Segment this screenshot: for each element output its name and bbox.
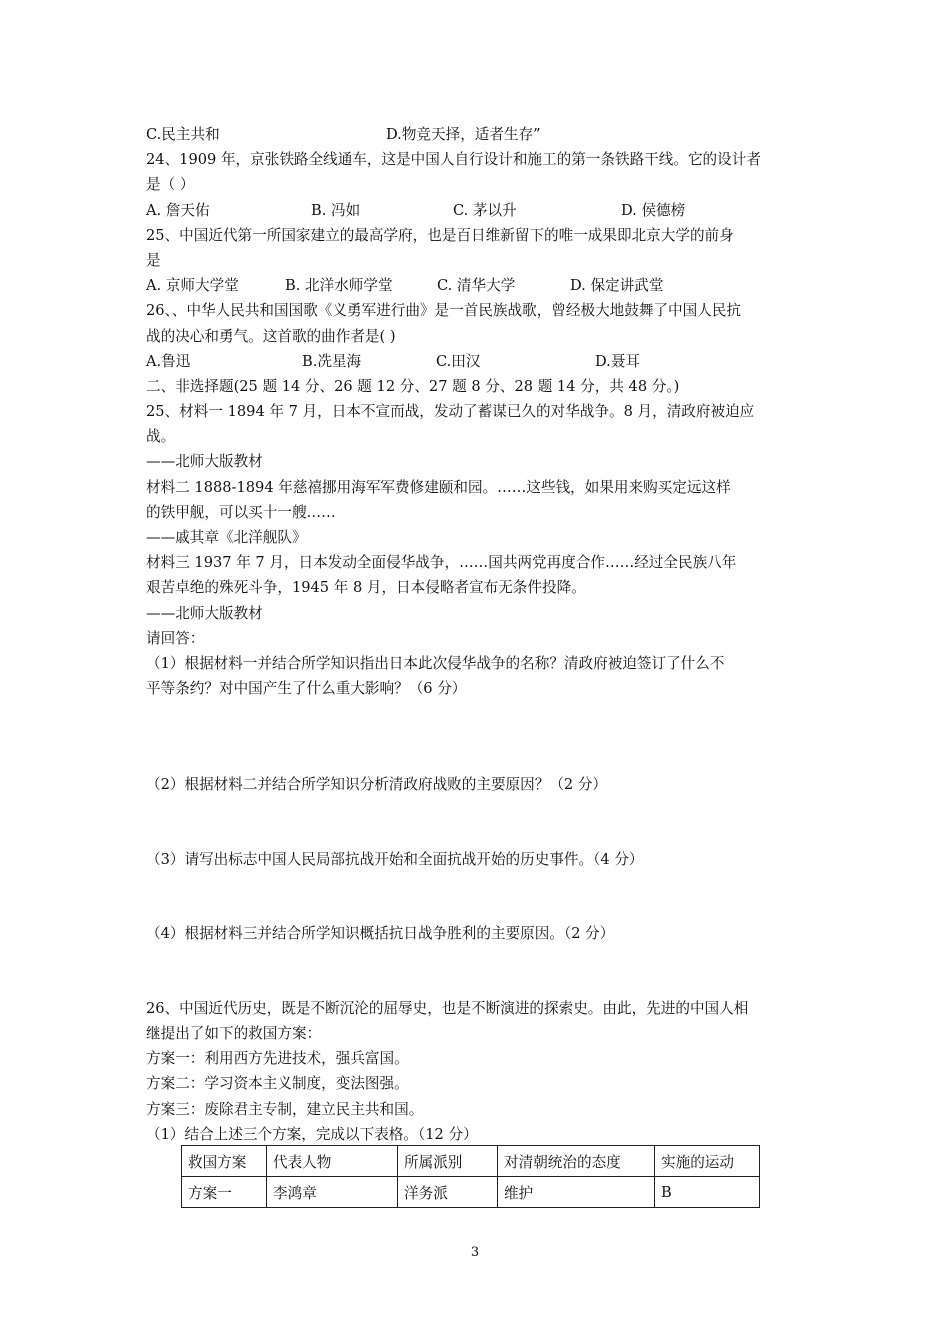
q24-stem: 24、1909 年，京张铁路全线通车，这是中国人自行设计和施工的第一条铁路干线。它的设计者	[146, 151, 761, 169]
table-cell: 李鸿章	[267, 1177, 398, 1208]
table-cell: 维护	[498, 1177, 655, 1208]
plan-table	[181, 1145, 760, 1208]
page-number: 3	[470, 1245, 480, 1260]
option-b: B. 北洋水师学堂	[285, 277, 393, 295]
answer-space	[146, 872, 826, 921]
option-d: D.聂耳	[595, 352, 641, 370]
q26-options	[146, 349, 826, 374]
option-a: A. 詹天佑	[146, 201, 210, 219]
q26-stem: 26、、中华人民共和国国歌《义勇军进行曲》是一首民族战歌，曾经极大地鼓舞了中国人民抗	[146, 302, 742, 320]
answer-space	[146, 701, 826, 772]
option-d: D. 保定讲武堂	[570, 277, 664, 295]
table-row	[182, 1177, 760, 1208]
option-b: B.冼星海	[302, 352, 362, 370]
option-a: A. 京师大学堂	[146, 277, 239, 295]
material-2-source: ——戚其章《北洋舰队》	[146, 529, 307, 546]
table-cell: B	[655, 1177, 760, 1208]
exam-page	[146, 122, 826, 1147]
plan-1: 方案一：利用西方先进技术，强兵富国。	[146, 1050, 409, 1068]
answer-prompt: 请回答：	[146, 629, 205, 647]
table-header: 实施的运动	[655, 1146, 760, 1177]
material-3-source: ——北师大版教材	[146, 604, 263, 622]
section-heading: 二、非选择题(25 题 14 分、26 题 12 分、27 题 8 分、28 题 14 分，共 48 分。)	[146, 377, 680, 395]
material-1: 25、材料一 1894 年 7 月，日本不宣而战，发动了蓄谋已久的对华战争。8 月，清政府被迫应	[146, 403, 755, 421]
table-header-row	[182, 1146, 760, 1177]
q25-options	[146, 273, 826, 298]
sub-question-2: （2）根据材料二并结合所学知识分析清政府战败的主要原因？（2 分）	[146, 776, 608, 794]
option-c: C.田汉	[436, 352, 481, 370]
plan-2: 方案二：学习资本主义制度，变法图强。	[146, 1075, 409, 1093]
table-header: 对清朝统治的态度	[498, 1146, 655, 1177]
option-c: C.民主共和	[146, 126, 220, 143]
material-2-cont: 的铁甲舰，可以买十一艘……	[146, 503, 336, 521]
table-header: 代表人物	[267, 1146, 398, 1177]
q25-stem: 25、中国近代第一所国家建立的最高学府，也是百日维新留下的唯一成果即北京大学的前身	[146, 226, 734, 244]
answer-space	[146, 946, 826, 996]
sub-question-1-cont: 平等条约？对中国产生了什么重大影响？（6 分）	[146, 680, 467, 698]
option-c: C. 清华大学	[437, 277, 516, 295]
q24-stem-cont: 是（ ）	[146, 176, 195, 194]
material-1-cont: 战。	[146, 428, 176, 446]
option-d: D.物竞天择，适者生存”	[386, 126, 541, 143]
q24-options	[146, 198, 826, 223]
sub-question-1: （1）根据材料一并结合所学知识指出日本此次侵华战争的名称？清政府被迫签订了什么不	[146, 654, 725, 672]
option-a: A.鲁迅	[146, 352, 191, 370]
q26-stem-cont: 战的决心和勇气。这首歌的曲作者是( )	[146, 327, 396, 345]
table-cell: 洋务派	[398, 1177, 498, 1208]
table-header: 所属派别	[398, 1146, 498, 1177]
q26b-stem: 26、中国近代历史，既是不断沉沦的屈辱史，也是不断演进的探索史。由此，先进的中国人相	[146, 999, 749, 1017]
sub-question-4: （4）根据材料三并结合所学知识概括抗日战争胜利的主要原因。（2 分）	[146, 924, 615, 942]
sub-question-3: （3）请写出标志中国人民局部抗战开始和全面抗战开始的历史事件。（4 分）	[146, 850, 644, 868]
material-2: 材料二 1888-1894 年慈禧挪用海军军费修建颐和园。……这些钱，如果用来购买定远这样	[146, 478, 731, 496]
material-1-source: ——北师大版教材	[146, 453, 263, 471]
material-3: 材料三 1937 年 7 月，日本发动全面侵华战争，……国共两党再度合作……经过全民族八年	[146, 554, 737, 572]
plan-3: 方案三：废除君主专制，建立民主共和国。	[146, 1100, 424, 1118]
table-cell: 方案一	[182, 1177, 267, 1208]
q26b-stem-cont: 继提出了如下的救国方案：	[146, 1025, 322, 1043]
option-c: C. 茅以升	[453, 201, 517, 219]
material-3-cont: 艰苦卓绝的殊死斗争，1945 年 8 月，日本侵略者宣布无条件投降。	[146, 579, 586, 597]
table-header: 救国方案	[182, 1146, 267, 1177]
q26b-sub-question-1: （1）结合上述三个方案，完成以下表格。（12 分）	[146, 1125, 478, 1143]
answer-space	[146, 798, 826, 847]
option-b: B. 冯如	[311, 201, 361, 219]
q25-stem-cont: 是	[146, 251, 161, 269]
q23-options	[146, 122, 826, 147]
option-d: D. 侯德榜	[621, 201, 686, 219]
